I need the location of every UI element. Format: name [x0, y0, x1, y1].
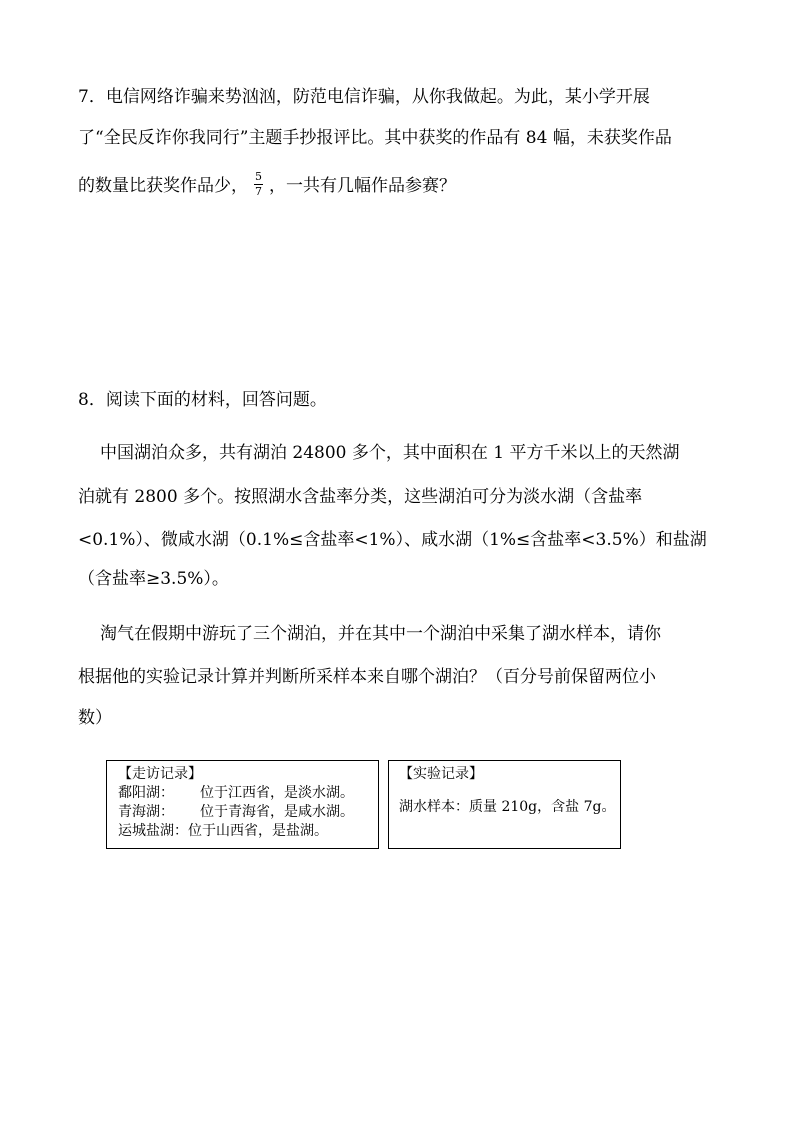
q7-line-2: 了“全民反诈你我同行”主题手抄报评比。其中获奖的作品有 84 幅，未获奖作品 — [78, 128, 672, 148]
visit-record-row — [118, 822, 378, 841]
q8-paragraph-2-line-3: 数） — [78, 708, 112, 728]
q7-line-3-post: ，一共有几幅作品参赛？ — [269, 176, 456, 196]
q8-paragraph-1-line-1: 中国湖泊众多，共有湖泊 24800 多个，其中面积在 1 平方千米以上的天然湖 — [100, 443, 680, 463]
visit-record-title: 【走访记录】 — [118, 766, 202, 782]
experiment-record-content: 湖水样本：质量 210g，含盐 7g。 — [399, 799, 616, 815]
lake-desc: 位于山西省，是盐湖。 — [188, 823, 328, 839]
lake-name: 运城盐湖： — [118, 823, 188, 839]
q8-title: 8．阅读下面的材料，回答问题。 — [78, 390, 327, 410]
fraction-numerator: 5 — [255, 170, 262, 183]
q8-paragraph-1-line-3: <0.1%）、微咸水湖（0.1%≤含盐率<1%）、咸水湖（1%≤含盐率<3.5%）和盐湖 — [78, 530, 707, 550]
lake-desc: 位于江西省，是淡水湖。 — [200, 785, 354, 801]
q8-paragraph-2-line-2: 根据他的实验记录计算并判断所采样本来自哪个湖泊？（百分号前保留两位小 — [78, 667, 656, 687]
lake-name: 鄱阳湖： — [118, 785, 174, 801]
q7-line-1: 7．电信网络诈骗来势汹汹，防范电信诈骗，从你我做起。为此，某小学开展 — [78, 87, 650, 107]
experiment-record-title: 【实验记录】 — [399, 766, 483, 782]
q8-paragraph-1-line-2: 泊就有 2800 多个。按照湖水含盐率分类，这些湖泊可分为淡水湖（含盐率 — [78, 487, 643, 507]
lake-desc: 位于青海省，是咸水湖。 — [200, 804, 354, 820]
q7-line-3-pre: 的数量比获奖作品少， — [78, 176, 248, 196]
fraction-denominator: 7 — [255, 185, 262, 198]
visit-record-row — [118, 784, 378, 803]
q8-paragraph-2-line-1: 淘气在假期中游玩了三个湖泊，并在其中一个湖泊中采集了湖水样本，请你 — [100, 624, 661, 644]
visit-record-row — [118, 803, 378, 822]
q7-line-3 — [78, 170, 456, 200]
visit-record-box — [106, 760, 379, 849]
experiment-record-box — [388, 760, 621, 849]
lake-name: 青海湖： — [118, 804, 174, 820]
q8-paragraph-1-line-4: （含盐率≥3.5%）。 — [78, 569, 229, 589]
fraction — [254, 171, 263, 198]
